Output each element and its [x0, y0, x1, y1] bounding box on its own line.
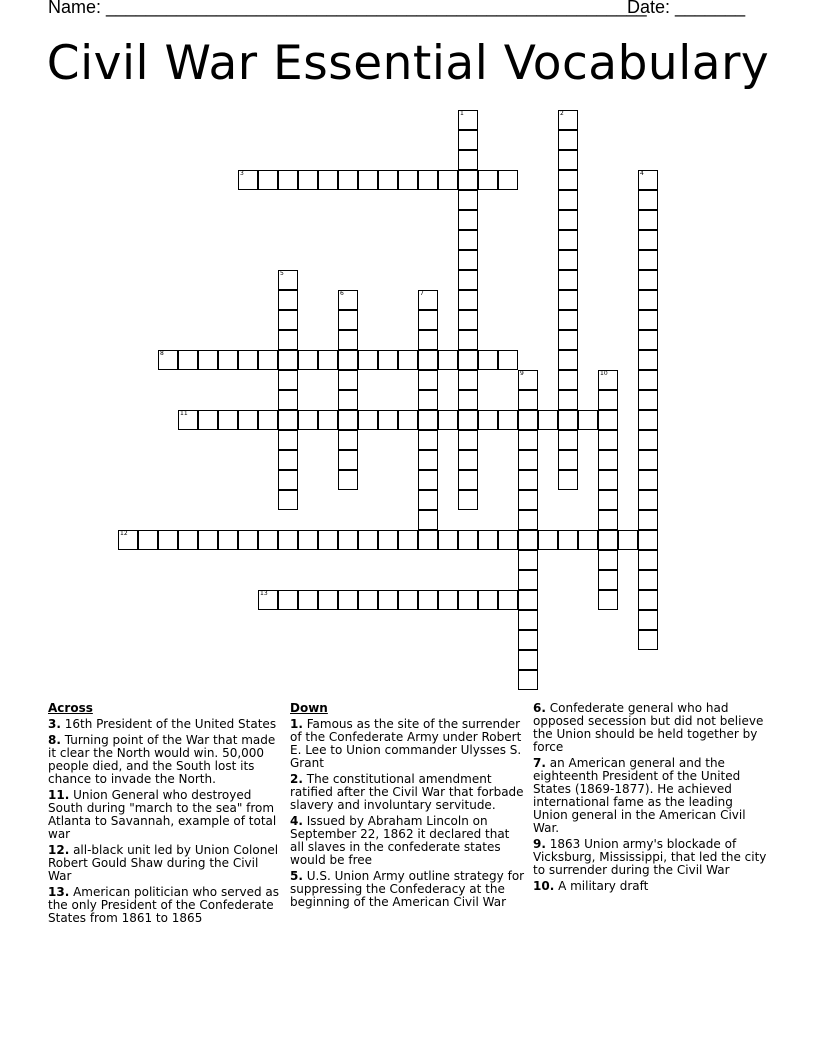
grid-cell[interactable]: [358, 350, 378, 370]
grid-cell[interactable]: [218, 410, 238, 430]
grid-cell[interactable]: [278, 290, 298, 310]
grid-cell[interactable]: [458, 210, 478, 230]
grid-cell[interactable]: [418, 350, 438, 370]
grid-cell[interactable]: [458, 290, 478, 310]
grid-cell[interactable]: [278, 530, 298, 550]
grid-cell[interactable]: [638, 550, 658, 570]
grid-cell[interactable]: [518, 610, 538, 630]
grid-cell[interactable]: [158, 530, 178, 550]
grid-cell[interactable]: [458, 430, 478, 450]
clue-number: 3.: [48, 717, 61, 731]
grid-cell[interactable]: [458, 150, 478, 170]
grid-cell[interactable]: [418, 330, 438, 350]
clue-item: [533, 702, 769, 754]
clue-text: 1863 Union army's blockade of Vicksburg, Mississippi, that led the city to surrender during the Civil War: [533, 837, 767, 877]
grid-cell[interactable]: [418, 530, 438, 550]
grid-cell[interactable]: [238, 530, 258, 550]
grid-cell[interactable]: [278, 410, 298, 430]
grid-cell[interactable]: [518, 550, 538, 570]
grid-cell[interactable]: [618, 530, 638, 550]
clue-number: 13.: [48, 885, 70, 899]
grid-cell[interactable]: [358, 410, 378, 430]
grid-cell[interactable]: [578, 530, 598, 550]
grid-cell[interactable]: [138, 530, 158, 550]
grid-cell[interactable]: [338, 310, 358, 330]
grid-cell[interactable]: [258, 590, 278, 610]
grid-cell[interactable]: [558, 170, 578, 190]
grid-cell[interactable]: [498, 350, 518, 370]
grid-cell[interactable]: [458, 270, 478, 290]
grid-cell[interactable]: [418, 410, 438, 430]
grid-cell[interactable]: [458, 410, 478, 430]
grid-cell[interactable]: [638, 610, 658, 630]
grid-cell[interactable]: [558, 430, 578, 450]
grid-cell[interactable]: [518, 390, 538, 410]
across-clues: [48, 702, 284, 928]
grid-cell[interactable]: [418, 390, 438, 410]
grid-cell[interactable]: [218, 350, 238, 370]
grid-cell[interactable]: [518, 450, 538, 470]
cell-number: 4: [640, 170, 644, 177]
grid-cell[interactable]: [398, 170, 418, 190]
grid-cell[interactable]: [558, 290, 578, 310]
clue-item: [48, 886, 284, 925]
grid-cell[interactable]: [498, 170, 518, 190]
clue-text: A military draft: [554, 879, 649, 893]
grid-cell[interactable]: [198, 530, 218, 550]
down-clues-continued: [533, 702, 769, 896]
grid-cell[interactable]: [558, 230, 578, 250]
grid-cell[interactable]: [638, 410, 658, 430]
grid-cell[interactable]: [438, 410, 458, 430]
grid-cell[interactable]: [598, 450, 618, 470]
grid-cell[interactable]: [338, 170, 358, 190]
grid-cell[interactable]: [338, 370, 358, 390]
grid-cell[interactable]: [218, 530, 238, 550]
grid-cell[interactable]: [178, 410, 198, 430]
grid-cell[interactable]: [558, 450, 578, 470]
grid-cell[interactable]: [518, 430, 538, 450]
grid-cell[interactable]: [638, 170, 658, 190]
grid-cell[interactable]: [438, 590, 458, 610]
grid-cell[interactable]: [418, 370, 438, 390]
grid-cell[interactable]: [498, 590, 518, 610]
grid-cell[interactable]: [418, 590, 438, 610]
grid-cell[interactable]: [478, 590, 498, 610]
grid-cell[interactable]: [318, 530, 338, 550]
grid-cell[interactable]: [318, 170, 338, 190]
grid-cell[interactable]: [378, 530, 398, 550]
grid-cell[interactable]: [538, 530, 558, 550]
grid-cell[interactable]: [238, 350, 258, 370]
grid-cell[interactable]: [518, 470, 538, 490]
grid-cell[interactable]: [398, 530, 418, 550]
grid-cell[interactable]: [418, 450, 438, 470]
grid-cell[interactable]: [518, 530, 538, 550]
grid-cell[interactable]: [278, 470, 298, 490]
clue-item: [290, 870, 526, 909]
grid-cell[interactable]: [638, 590, 658, 610]
grid-cell[interactable]: [558, 470, 578, 490]
clue-number: 7.: [533, 756, 546, 770]
grid-cell[interactable]: [358, 530, 378, 550]
grid-cell[interactable]: [598, 590, 618, 610]
grid-cell[interactable]: [638, 510, 658, 530]
grid-cell[interactable]: [518, 630, 538, 650]
grid-cell[interactable]: [298, 590, 318, 610]
grid-cell[interactable]: [558, 150, 578, 170]
grid-cell[interactable]: [638, 490, 658, 510]
clue-text: Turning point of the War that made it clear the North would win. 50,000 people died, and the South lost its chance to invade the North.: [48, 733, 276, 786]
grid-cell[interactable]: [458, 450, 478, 470]
clue-text: Famous as the site of the surrender of the Confederate Army under Robert E. Lee to Union commander Ulysses S. Grant: [290, 717, 522, 770]
grid-cell[interactable]: [198, 350, 218, 370]
grid-cell[interactable]: [458, 590, 478, 610]
grid-cell[interactable]: [338, 450, 358, 470]
grid-cell[interactable]: [458, 350, 478, 370]
cell-number: 7: [420, 290, 424, 297]
clue-number: 8.: [48, 733, 61, 747]
cell-number: 1: [460, 110, 464, 117]
grid-cell[interactable]: [558, 410, 578, 430]
page-title: Civil War Essential Vocabulary: [46, 36, 770, 91]
grid-cell[interactable]: [418, 430, 438, 450]
grid-cell[interactable]: [558, 130, 578, 150]
grid-cell[interactable]: [458, 250, 478, 270]
grid-cell[interactable]: [338, 290, 358, 310]
grid-cell[interactable]: [478, 530, 498, 550]
grid-cell[interactable]: [558, 370, 578, 390]
grid-cell[interactable]: [378, 350, 398, 370]
grid-cell[interactable]: [518, 370, 538, 390]
grid-cell[interactable]: [638, 470, 658, 490]
grid-cell[interactable]: [558, 270, 578, 290]
grid-cell[interactable]: [398, 590, 418, 610]
grid-cell[interactable]: [418, 510, 438, 530]
cell-number: 11: [180, 410, 188, 417]
clue-item: [533, 757, 769, 835]
grid-cell[interactable]: [518, 410, 538, 430]
clue-item: [290, 773, 526, 812]
grid-cell[interactable]: [378, 170, 398, 190]
grid-cell[interactable]: [458, 370, 478, 390]
cell-number: 6: [340, 290, 344, 297]
grid-cell[interactable]: [638, 190, 658, 210]
grid-cell[interactable]: [638, 630, 658, 650]
grid-cell[interactable]: [458, 230, 478, 250]
grid-cell[interactable]: [458, 490, 478, 510]
grid-cell[interactable]: [338, 390, 358, 410]
grid-cell[interactable]: [558, 310, 578, 330]
grid-cell[interactable]: [538, 410, 558, 430]
grid-cell[interactable]: [598, 570, 618, 590]
grid-cell[interactable]: [438, 170, 458, 190]
grid-cell[interactable]: [278, 450, 298, 470]
grid-cell[interactable]: [358, 590, 378, 610]
grid-cell[interactable]: [238, 410, 258, 430]
across-heading: Across: [48, 701, 93, 715]
clue-item: [290, 718, 526, 770]
grid-cell[interactable]: [178, 350, 198, 370]
grid-cell[interactable]: [558, 530, 578, 550]
grid-cell[interactable]: [478, 170, 498, 190]
clue-text: Union General who destroyed South during "march to the sea" from Atlanta to Savannah, example of total war: [48, 788, 277, 841]
grid-cell[interactable]: [518, 510, 538, 530]
name-field-label: Name: ______________________________________________________: [48, 0, 647, 17]
grid-cell[interactable]: [298, 350, 318, 370]
grid-cell[interactable]: [478, 410, 498, 430]
grid-cell[interactable]: [338, 430, 358, 450]
clue-number: 5.: [290, 869, 303, 883]
down-heading: Down: [290, 701, 328, 715]
grid-cell[interactable]: [338, 530, 358, 550]
grid-cell[interactable]: [518, 570, 538, 590]
grid-cell[interactable]: [638, 370, 658, 390]
grid-cell[interactable]: [278, 310, 298, 330]
grid-cell[interactable]: [338, 350, 358, 370]
grid-cell[interactable]: [638, 430, 658, 450]
grid-cell[interactable]: [558, 350, 578, 370]
grid-cell[interactable]: [458, 110, 478, 130]
clue-text: all-black unit led by Union Colonel Robert Gould Shaw during the Civil War: [48, 843, 279, 883]
clue-number: 6.: [533, 701, 546, 715]
grid-cell[interactable]: [458, 390, 478, 410]
grid-cell[interactable]: [318, 590, 338, 610]
grid-cell[interactable]: [598, 490, 618, 510]
grid-cell[interactable]: [418, 310, 438, 330]
grid-cell[interactable]: [598, 410, 618, 430]
grid-cell[interactable]: [278, 430, 298, 450]
grid-cell[interactable]: [518, 590, 538, 610]
grid-cell[interactable]: [298, 530, 318, 550]
grid-cell[interactable]: [338, 330, 358, 350]
grid-cell[interactable]: [598, 370, 618, 390]
grid-cell[interactable]: [638, 290, 658, 310]
clue-number: 2.: [290, 772, 303, 786]
grid-cell[interactable]: [638, 530, 658, 550]
clue-number: 10.: [533, 879, 555, 893]
grid-cell[interactable]: [458, 330, 478, 350]
clue-item: [48, 734, 284, 786]
clue-text: Confederate general who had opposed secession but did not believe the Union should be held together by force: [533, 701, 764, 754]
grid-cell[interactable]: [598, 550, 618, 570]
clue-item: [48, 789, 284, 841]
grid-cell[interactable]: [418, 290, 438, 310]
clue-text: Issued by Abraham Lincoln on September 22, 1862 it declared that all slaves in the confederate states would be free: [290, 814, 510, 867]
grid-cell[interactable]: [498, 530, 518, 550]
grid-cell[interactable]: [638, 350, 658, 370]
cell-number: 5: [280, 270, 284, 277]
clue-text: American politician who served as the only President of the Confederate States from 1861 to 1865: [48, 885, 280, 925]
clue-item: [533, 880, 769, 893]
grid-cell[interactable]: [298, 170, 318, 190]
clue-text: U.S. Union Army outline strategy for suppressing the Confederacy at the beginning of the American Civil War: [290, 869, 525, 909]
clue-number: 1.: [290, 717, 303, 731]
grid-cell[interactable]: [638, 330, 658, 350]
clue-text: 16th President of the United States: [60, 717, 277, 731]
clue-number: 12.: [48, 843, 70, 857]
cell-number: 10: [600, 370, 608, 377]
grid-cell[interactable]: [558, 110, 578, 130]
grid-cell[interactable]: [558, 330, 578, 350]
grid-cell[interactable]: [278, 490, 298, 510]
grid-cell[interactable]: [438, 350, 458, 370]
cell-number: 13: [260, 590, 268, 597]
grid-cell[interactable]: [498, 410, 518, 430]
clue-item: [533, 838, 769, 877]
grid-cell[interactable]: [258, 530, 278, 550]
grid-cell[interactable]: [458, 170, 478, 190]
grid-cell[interactable]: [638, 450, 658, 470]
grid-cell[interactable]: [518, 490, 538, 510]
grid-cell[interactable]: [578, 410, 598, 430]
grid-cell[interactable]: [338, 410, 358, 430]
grid-cell[interactable]: [558, 390, 578, 410]
grid-cell[interactable]: [598, 430, 618, 450]
grid-cell[interactable]: [458, 310, 478, 330]
clue-text: The constitutional amendment ratified after the Civil War that forbade slavery and involuntary servitude.: [290, 772, 524, 812]
cell-number: 9: [520, 370, 524, 377]
grid-cell[interactable]: [278, 390, 298, 410]
grid-cell[interactable]: [278, 330, 298, 350]
grid-cell[interactable]: [258, 410, 278, 430]
grid-cell[interactable]: [638, 270, 658, 290]
cell-number: 2: [560, 110, 564, 117]
grid-cell[interactable]: [518, 650, 538, 670]
grid-cell[interactable]: [418, 470, 438, 490]
grid-cell[interactable]: [258, 350, 278, 370]
grid-cell[interactable]: [518, 670, 538, 690]
grid-cell[interactable]: [118, 530, 138, 550]
clue-text: an American general and the eighteenth President of the United States (1869-1877). He achieved international fame as the leading Union general in the American Civil War.: [533, 756, 746, 835]
clue-item: [48, 844, 284, 883]
grid-cell[interactable]: [458, 470, 478, 490]
grid-cell[interactable]: [558, 190, 578, 210]
grid-cell[interactable]: [638, 390, 658, 410]
grid-cell[interactable]: [158, 350, 178, 370]
grid-cell[interactable]: [238, 170, 258, 190]
clue-item: [48, 718, 284, 731]
cell-number: 3: [240, 170, 244, 177]
cell-number: 8: [160, 350, 164, 357]
grid-cell[interactable]: [338, 470, 358, 490]
clue-number: 11.: [48, 788, 70, 802]
grid-cell[interactable]: [398, 410, 418, 430]
grid-cell[interactable]: [458, 190, 478, 210]
grid-cell[interactable]: [598, 510, 618, 530]
grid-cell[interactable]: [598, 470, 618, 490]
grid-cell[interactable]: [278, 170, 298, 190]
grid-cell[interactable]: [278, 350, 298, 370]
clue-number: 4.: [290, 814, 303, 828]
grid-cell[interactable]: [458, 530, 478, 550]
grid-cell[interactable]: [178, 530, 198, 550]
grid-cell[interactable]: [258, 170, 278, 190]
clue-item: [290, 815, 526, 867]
grid-cell[interactable]: [378, 410, 398, 430]
grid-cell[interactable]: [638, 230, 658, 250]
grid-cell[interactable]: [278, 270, 298, 290]
grid-cell[interactable]: [378, 590, 398, 610]
grid-cell[interactable]: [418, 170, 438, 190]
down-clues: [290, 702, 526, 912]
grid-cell[interactable]: [278, 370, 298, 390]
date-field-label: Date: _______: [627, 0, 746, 17]
clue-number: 9.: [533, 837, 546, 851]
grid-cell[interactable]: [478, 350, 498, 370]
grid-cell[interactable]: [198, 410, 218, 430]
grid-cell[interactable]: [558, 250, 578, 270]
grid-cell[interactable]: [318, 410, 338, 430]
grid-cell[interactable]: [558, 210, 578, 230]
grid-cell[interactable]: [638, 570, 658, 590]
grid-cell[interactable]: [398, 350, 418, 370]
grid-cell[interactable]: [458, 130, 478, 150]
grid-cell[interactable]: [638, 250, 658, 270]
grid-cell[interactable]: [338, 590, 358, 610]
grid-cell[interactable]: [638, 310, 658, 330]
grid-cell[interactable]: [598, 390, 618, 410]
grid-cell[interactable]: [638, 210, 658, 230]
grid-cell[interactable]: [598, 530, 618, 550]
grid-cell[interactable]: [358, 170, 378, 190]
grid-cell[interactable]: [438, 530, 458, 550]
grid-cell[interactable]: [318, 350, 338, 370]
grid-cell[interactable]: [298, 410, 318, 430]
grid-cell[interactable]: [278, 590, 298, 610]
cell-number: 12: [120, 530, 128, 537]
grid-cell[interactable]: [418, 490, 438, 510]
